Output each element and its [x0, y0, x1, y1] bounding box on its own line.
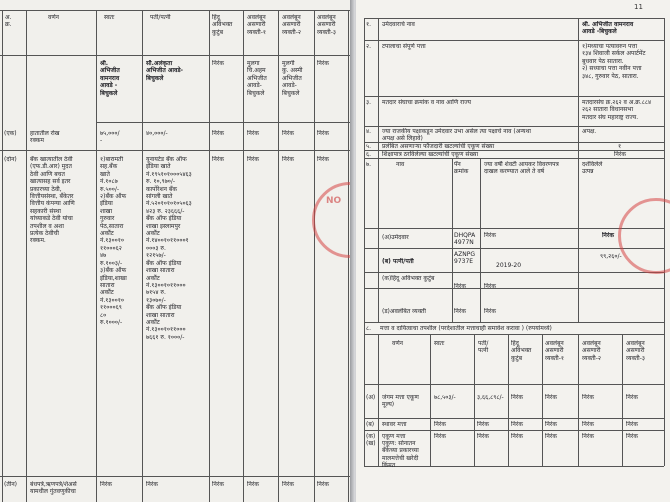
r3-value: मतदारसंघ क्र.२६२ व अ.क्र.८८४ २६२ सातारा विधानसभा मतदार संघ महाराष्ट्र राज्य. — [582, 99, 652, 121]
table-divider — [622, 334, 623, 466]
r7-row-name: (ड)अवलंबित व्यक्ती — [382, 308, 426, 315]
r7-row-year: निरंक — [484, 232, 496, 239]
r3-label: मतदार संघाचा क्रमांक व नाव आणि राज्य — [382, 99, 472, 106]
table-divider — [578, 334, 579, 466]
table-border — [664, 18, 665, 158]
r8-row-dep3: निरंक — [626, 433, 638, 440]
r8-row-dep3: निरंक — [626, 394, 638, 401]
row-teen-huf: निरंक — [212, 481, 224, 488]
table-divider — [542, 334, 543, 466]
r7-header-income: दर्शविलेले उत्पन्न — [582, 161, 603, 176]
r8-row-description: एकूण मत्ता — [382, 433, 406, 440]
row-don-dep2: निरंक — [282, 156, 294, 163]
r8-row-huf: निरंक — [511, 433, 523, 440]
r7-row-pan: AZNPG 9737E — [454, 251, 475, 266]
r8-row-no: (ब) — [366, 421, 375, 428]
r7-row-pan: निरंक — [454, 308, 466, 315]
r8-header-dep2: अवलंबून असणारी व्यक्ती-२ — [582, 340, 602, 362]
r5-value: १ — [618, 143, 622, 150]
table-divider — [480, 158, 481, 322]
table-divider — [0, 55, 352, 56]
row-don-huf: निरंक — [212, 156, 224, 163]
r8-row-spouse: निरंक — [477, 421, 489, 428]
r8-row-self: निरंक — [434, 433, 446, 440]
r8-row-description: जंगम मत्ता एकूण मूल्य) — [382, 394, 419, 409]
r8-row-huf: निरंक — [511, 394, 523, 401]
r8-row-no: (अ) — [366, 394, 376, 401]
row-teen-serial: (तीन) — [4, 481, 17, 488]
r8-row-description: स्थावर मत्ता — [382, 421, 407, 428]
r7-header-pan: पॅन क्रमांक — [454, 161, 469, 176]
r8-row-description: एकूण: सोनातन बँकेच्या प्रकारच्या मालमत्तेची खरेदी किंमत — [382, 440, 419, 470]
table-divider — [314, 10, 315, 502]
r8-row-dep1: निरंक — [545, 421, 557, 428]
r3-no: ३. — [366, 99, 372, 106]
r1-label: उमेदवाराचे नाव — [382, 21, 415, 28]
r2-no: २. — [366, 43, 372, 50]
r8-row-spouse: ३,६६,८९८/- — [477, 394, 504, 401]
r7-row-name: (अ)उमेदवार — [382, 234, 409, 241]
header-serial: अ. क्र. — [5, 14, 12, 29]
r1-no: १. — [366, 21, 372, 28]
header-dependent-1: अवलंबून असणारी व्यक्ती-१ — [247, 14, 267, 36]
r7-header-name: नाव — [396, 161, 405, 168]
r8-row-self: निरंक — [434, 421, 446, 428]
row-teen-dep1: निरंक — [247, 481, 259, 488]
r8-header-spouse: पती/ पत्नी — [478, 340, 489, 355]
row-don-self: १)बारामती सह.बँक खाते नं.१०८७ रु.५००/- २)बँक ऑफ इंडिया शाखा गुरुवार पेठ,सातारा अकौंट नं.१३००१० ११०००६२ ४७ रु.१००३/- ३)बँक ऑफ इंडिया,शाखा सातारा अकौंट नं.१३००१० ११०००६९ ८० रु.१०००/- — [100, 156, 127, 326]
table-divider — [364, 334, 664, 335]
table-divider — [0, 476, 352, 477]
table-divider — [364, 418, 664, 419]
official-stamp — [312, 182, 352, 258]
row-teen-self: निरंक — [100, 481, 112, 488]
table-divider — [278, 10, 279, 502]
name-self: श्री. अभिजीत वामनराव आवडे - बिचुकले — [100, 60, 120, 97]
r8-row-huf: निरंक — [511, 421, 523, 428]
row-ek-dep2: निरंक — [282, 130, 294, 137]
table-divider — [243, 10, 244, 502]
table-divider — [364, 430, 664, 431]
r6-label: शिक्षापात्र ठरविलेल्या खटल्यांची एकूण संख्या — [382, 151, 479, 158]
stamp-text: NO — [326, 196, 342, 206]
page-number: 11 — [634, 3, 643, 11]
r8-row-no: (क) — [366, 433, 376, 440]
r7-row-year: निरंक — [484, 308, 496, 315]
r7-no: ७. — [366, 161, 372, 168]
table-divider — [364, 272, 664, 273]
row-ek-dep1: निरंक — [247, 130, 259, 137]
row-don-description: बँक खात्यातील ठेवी (एफ.डी.आर) मुदत ठेवी आणि बचत खात्यासह सर्व इतर प्रकारच्या ठेवी, वित्तीयसंस्था, बँकेतर वित्तीय कंपन्या आणि सहकारी संस्था यांच्याकडे ठेवी यांचा तपशील व अशा प्रत्येक ठेवीची रक्कम. — [30, 156, 75, 245]
r8-row-dep2: निरंक — [582, 433, 594, 440]
r7-row-name: (क)हिंदू अविभक्त कुटुंब — [382, 275, 435, 282]
header-dependent-3: अवलंबून असणारी व्यक्ती-३ — [317, 14, 337, 36]
table-divider — [364, 384, 664, 385]
table-divider — [364, 322, 664, 323]
r4-no: ४. — [366, 128, 372, 135]
r8-header-huf: हिंदू अविभक्त कुटुंब — [511, 340, 532, 362]
r8-label: मत्ता व दायित्वाचा तपशील (परदेशातील मत्ताचाही समावेश करावा ) (रुपयांमध्ये) — [380, 325, 552, 332]
header-description: वर्णन — [48, 14, 60, 21]
table-divider — [508, 334, 509, 466]
table-divider — [430, 334, 431, 466]
table-divider — [26, 10, 27, 502]
row-ek-self: ७५,०००/ - — [100, 130, 120, 145]
row-ek-serial: (एक) — [4, 130, 17, 137]
r4-label: ज्या राजकीय पक्षाकडून उमेदवार उभा असेल त्या पक्षाचे नाव (अन्यथा अपक्ष असे लिहावे) — [382, 128, 531, 143]
r8-row-dep1: निरंक — [545, 433, 557, 440]
r8-row-dep2: निरंक — [582, 421, 594, 428]
header-dependent-2: अवलंबून असणारी व्यक्ती-२ — [282, 14, 302, 36]
row-don-dep1: निरंक — [247, 156, 259, 163]
table-border — [364, 18, 365, 158]
row-teen-spouse: निरंक — [146, 481, 158, 488]
r8-no: ८. — [366, 325, 372, 332]
r8-header-dep3: अवलंबून असणारी व्यक्ती-३ — [626, 340, 646, 362]
official-stamp — [618, 198, 670, 274]
table-border — [364, 322, 365, 466]
table-divider — [578, 158, 579, 322]
r7-row-pan: निरंक — [454, 283, 466, 290]
r8-row-self: ७८,५०३/- — [434, 394, 456, 401]
row-don-spouse: युनायटेड बँक ऑफ इंडिया खाते नं.१९५१०१०००५४६३ रु. १०,९७०/- कार्पोरेशन बँक सांगली खाते नं.५२०१०१०१०५०६३ ४२३ रु. २३६६६/- बँक ऑफ इंडिया शाखा इस्लामपुर अकौंट नं.१४००१०११०००१ ०००३ रु. १२१५७/- बँक ऑफ इंडिया शाखा सातारा अकौंट नं.१३००१०११००० ७१५४ रु. १३०७०/- बँक ऑफ इंडिया शाखा सातारा अकौंट नं.१३००१०११००० ७६६१ रु. १०००/- — [146, 156, 192, 341]
r5-no: ५. — [366, 143, 372, 150]
table-border — [364, 18, 664, 19]
r8-row-spouse: निरंक — [477, 433, 489, 440]
name-dependent-1: मुलगा चि.अहम अभिजीत आवडे- बिचुकले — [247, 60, 267, 97]
r7-header-year: ज्या वर्षी शेवटी आयकर विवरणपत्र दाखल करण्यात आले ते वर्ष — [484, 161, 559, 176]
right-page — [356, 0, 670, 502]
table-divider — [378, 334, 379, 466]
r2-value: १)मध्याचा पत्यावरुन पत्ता १३४ शिवाजी सर्कल अपार्टमेंट बुधवार पेठ सातारा. २) सध्याचा पत्ता नवीन पत्ता ३४८, गुरुवार पेठ, सातारा. — [582, 43, 646, 80]
row-ek-spouse: ४०,०००/- — [146, 130, 168, 137]
table-divider — [452, 158, 453, 322]
r1-value: श्री. अभिजीत वामनराव आवडे -बिचुकले — [582, 21, 634, 36]
r8-row-dep1: निरंक — [545, 394, 557, 401]
table-divider — [474, 334, 475, 466]
row-ek-dep3: निरंक — [317, 130, 329, 137]
r8-row-no: (ख) — [366, 440, 376, 447]
r6-no: ६. — [366, 151, 372, 158]
r8-row-dep3: निरंक — [626, 421, 638, 428]
table-border — [0, 10, 352, 11]
table-divider — [378, 18, 379, 158]
row-teen-description: बंधपत्रे,ऋणपत्रे/शेअर्स यामधील गुंतवणुकीचा — [30, 481, 77, 496]
table-divider — [209, 10, 210, 502]
table-divider — [364, 96, 664, 97]
header-self: स्वतः — [104, 14, 115, 21]
r7-row-name: (ब) पत्नी/पती — [382, 258, 414, 265]
r5-label: प्रलंबित असणाऱ्या फौजदारी खटल्यांची एकूण संख्या — [382, 143, 495, 150]
table-divider — [0, 150, 352, 151]
row-don-serial: (दोन) — [4, 156, 17, 163]
table-divider — [578, 18, 579, 158]
r7-row-year: निरंक — [484, 283, 496, 290]
table-divider — [364, 40, 664, 41]
r8-row-dep2: निरंक — [582, 394, 594, 401]
name-dependent-2: मुलगी कु. अस्मी अभिजीत आवडे- बिचुकले — [282, 60, 303, 97]
r8-header-dep1: अवलंबून असणारी व्यक्ती-१ — [545, 340, 565, 362]
table-divider — [142, 10, 143, 502]
row-teen-dep3: निरंक — [317, 481, 329, 488]
table-divider — [96, 10, 97, 502]
r7-row-income: ९९,२६०/- — [600, 253, 622, 260]
table-border — [664, 322, 665, 466]
r7-row-pan: DHQPA 4977N — [454, 232, 476, 247]
r7-row-year: 2019-20 — [496, 262, 522, 269]
name-spouse: सौ.अलंकृता अभिजीत आवडे- बिचुकले — [146, 60, 184, 82]
row-teen-dep2: निरंक — [282, 481, 294, 488]
header-spouse: पती/पत्नी — [150, 14, 171, 21]
row-ek-huf: निरंक — [212, 130, 224, 137]
r8-header-description: वर्णन — [392, 340, 404, 347]
name-huf: निरंक — [212, 60, 224, 67]
header-huf: हिंदू अविभक्त कुटुंब — [212, 14, 233, 36]
row-ek-description: हातातील रोख रक्कम — [30, 130, 60, 145]
row-don-dep3: निरंक — [317, 156, 329, 163]
r2-label: टपालाचा संपूर्ण पत्ता — [382, 43, 426, 50]
r8-header-self: स्वतः — [434, 340, 445, 347]
table-border — [2, 10, 3, 502]
name-dependent-3: निरंक — [317, 60, 329, 67]
table-border — [364, 158, 365, 322]
table-divider — [378, 158, 379, 322]
r4-value: अपक्ष. — [582, 128, 597, 135]
r6-value: निरंक — [614, 151, 626, 158]
table-divider — [364, 126, 664, 127]
r7-row-income: निरंक — [602, 232, 614, 239]
